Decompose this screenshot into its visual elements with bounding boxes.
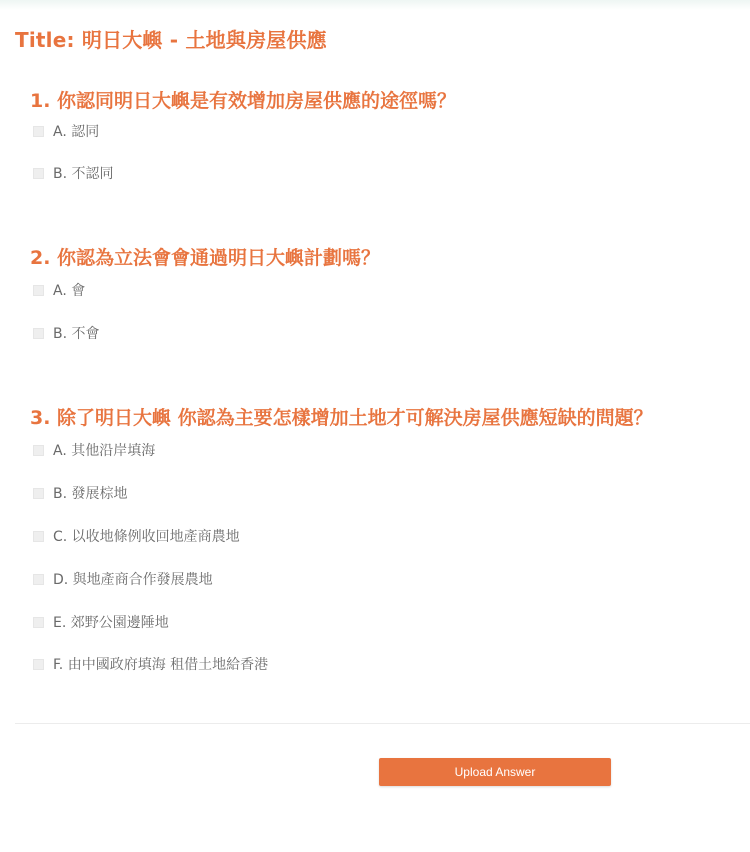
option-q3-d[interactable] bbox=[33, 569, 213, 589]
option-label: D. 與地產商合作發展農地 bbox=[53, 572, 213, 588]
option-q3-f[interactable] bbox=[33, 654, 268, 674]
option-label: C. 以收地條例收回地產商農地 bbox=[53, 529, 240, 545]
option-label: B. 發展棕地 bbox=[53, 486, 128, 502]
option-q1-b[interactable] bbox=[33, 163, 114, 183]
checkbox[interactable] bbox=[33, 617, 44, 628]
checkbox[interactable] bbox=[33, 574, 44, 585]
option-q3-e[interactable] bbox=[33, 612, 169, 632]
option-label: A. 會 bbox=[53, 283, 86, 299]
option-label: B. 不會 bbox=[53, 326, 100, 342]
question-heading: 2. 你認為立法會會通過明日大嶼計劃嗎？ bbox=[30, 247, 381, 269]
checkbox[interactable] bbox=[33, 328, 44, 339]
survey-title: Title: 明日大嶼 - 土地與房屋供應 bbox=[15, 28, 327, 52]
checkbox[interactable] bbox=[33, 285, 44, 296]
checkbox[interactable] bbox=[33, 659, 44, 670]
divider bbox=[15, 723, 750, 724]
question-heading: 1. 你認同明日大嶼是有效增加房屋供應的途徑嗎？ bbox=[30, 90, 457, 112]
question-heading: 3. 除了明日大嶼 你認為主要怎樣增加土地才可解決房屋供應短缺的問題？ bbox=[30, 407, 653, 429]
checkbox[interactable] bbox=[33, 168, 44, 179]
upload-answer-button[interactable]: Upload Answer bbox=[379, 758, 611, 786]
option-q2-b[interactable] bbox=[33, 323, 100, 343]
checkbox[interactable] bbox=[33, 126, 44, 137]
option-q1-a[interactable] bbox=[33, 121, 99, 141]
checkbox[interactable] bbox=[33, 488, 44, 499]
option-label: E. 郊野公園邊陲地 bbox=[53, 615, 169, 631]
option-label: F. 由中國政府填海 租借土地給香港 bbox=[53, 657, 269, 673]
option-q2-a[interactable] bbox=[33, 280, 85, 300]
option-label: A. 其他沿岸填海 bbox=[53, 443, 156, 459]
option-q3-c[interactable] bbox=[33, 526, 240, 546]
top-strip bbox=[0, 0, 750, 10]
option-label: A. 認同 bbox=[53, 124, 100, 140]
checkbox[interactable] bbox=[33, 531, 44, 542]
checkbox[interactable] bbox=[33, 445, 44, 456]
option-label: B. 不認同 bbox=[53, 166, 114, 182]
option-q3-a[interactable] bbox=[33, 440, 155, 460]
option-q3-b[interactable] bbox=[33, 483, 128, 503]
